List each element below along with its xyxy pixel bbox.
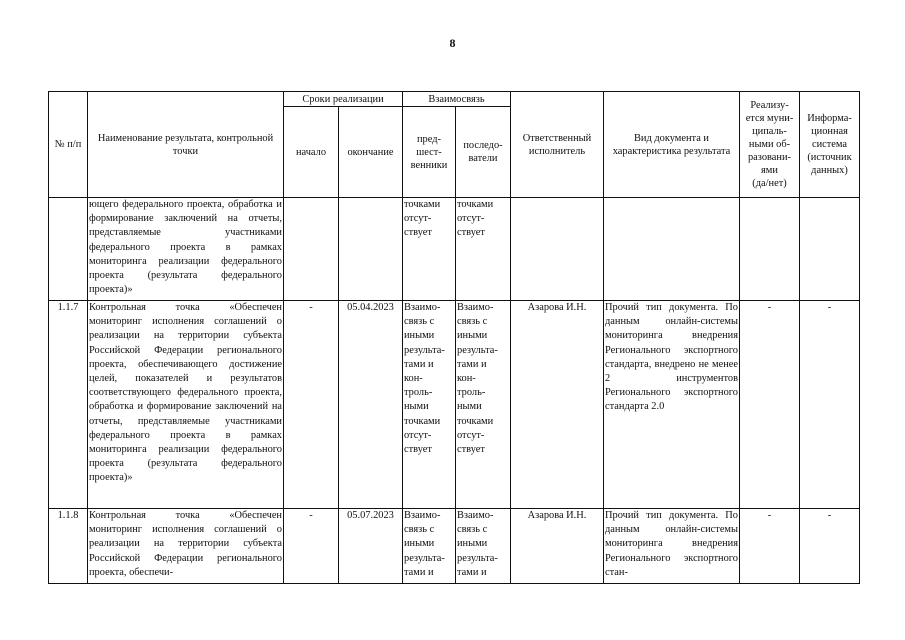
row-doc-type: Прочий тип документа. По данным онлайн-системы мониторинга внедрения Регионального экспортного стан- <box>604 509 740 584</box>
row-name: ющего федерального проекта, обработка и формирование заключений на отчеты, представляемые участниками федерального проекта в рамках мониторинга реализации федерального проекта (результата федерального проекта)» <box>88 198 284 301</box>
header-timing-group: Сроки реализации <box>284 92 403 107</box>
header-predecessors: пред- шест- венники <box>403 107 456 198</box>
row-doc-type: Прочий тип документа. По данным онлайн-системы мониторинга внедрения Регионального экспортного стандарта, внедрено не менее 2 инструментов Регионального экспортного стандарта 2.0 <box>604 301 740 509</box>
row-name: Контрольная точка «Обеспечен мониторинг исполнения соглашений о реализации на территории субъекта Российской Федерации регионального проекта, обеспечивающего достижение целей, показателей и результатов соответствующего федерального проекта, обработка и формирование заключений на отчеты, представляемые участниками федерального проекта в рамках мониторинга реализации федерального проекта (результата федерального проекта)» <box>88 301 284 509</box>
header-num: № п/п <box>49 92 88 198</box>
header-doc-type: Вид документа и характеристика результата <box>604 92 740 198</box>
header-link-group: Взаимосвязь <box>403 92 511 107</box>
row-predecessors: Взаимо- связь с иными результа- тами и <box>403 509 456 584</box>
header-name: Наименование результата, контрольной точки <box>88 92 284 198</box>
row-info-system <box>800 198 860 301</box>
row-num: 1.1.8 <box>49 509 88 584</box>
row-info-system: - <box>800 509 860 584</box>
results-table <box>48 91 860 584</box>
row-end: 05.04.2023 <box>339 301 403 509</box>
row-num: 1.1.7 <box>49 301 88 509</box>
header-start: начало <box>284 107 339 198</box>
row-predecessors: точками отсут- ствует <box>403 198 456 301</box>
row-successors: точками отсут- ствует <box>456 198 511 301</box>
table-row <box>49 198 860 301</box>
table-row <box>49 509 860 584</box>
row-end: 05.07.2023 <box>339 509 403 584</box>
row-responsible <box>511 198 604 301</box>
header-municipal: Реализу- ется муни- ципаль- ными об- разовани- ями (да/нет) <box>740 92 800 198</box>
row-responsible: Азарова И.Н. <box>511 509 604 584</box>
header-responsible: Ответственный исполнитель <box>511 92 604 198</box>
row-end <box>339 198 403 301</box>
row-responsible: Азарова И.Н. <box>511 301 604 509</box>
row-successors: Взаимо- связь с иными результа- тами и кон- троль- ными точками отсут- ствует <box>456 301 511 509</box>
row-start <box>284 198 339 301</box>
row-start: - <box>284 509 339 584</box>
row-successors: Взаимо- связь с иными результа- тами и <box>456 509 511 584</box>
row-municipal <box>740 198 800 301</box>
row-predecessors: Взаимо- связь с иными результа- тами и кон- троль- ными точками отсут- ствует <box>403 301 456 509</box>
row-num <box>49 198 88 301</box>
row-doc-type <box>604 198 740 301</box>
row-municipal: - <box>740 509 800 584</box>
table-row <box>49 301 860 509</box>
row-municipal: - <box>740 301 800 509</box>
header-row-top <box>49 92 860 107</box>
row-start: - <box>284 301 339 509</box>
row-name: Контрольная точка «Обеспечен мониторинг исполнения соглашений о реализации на территории субъекта Российской Федерации регионального проекта, обеспечи- <box>88 509 284 584</box>
header-info-system: Информа- ционная система (источник данных) <box>800 92 860 198</box>
page-number: 8 <box>449 36 456 50</box>
header-successors: последо- ватели <box>456 107 511 198</box>
row-info-system: - <box>800 301 860 509</box>
header-end: окончание <box>339 107 403 198</box>
